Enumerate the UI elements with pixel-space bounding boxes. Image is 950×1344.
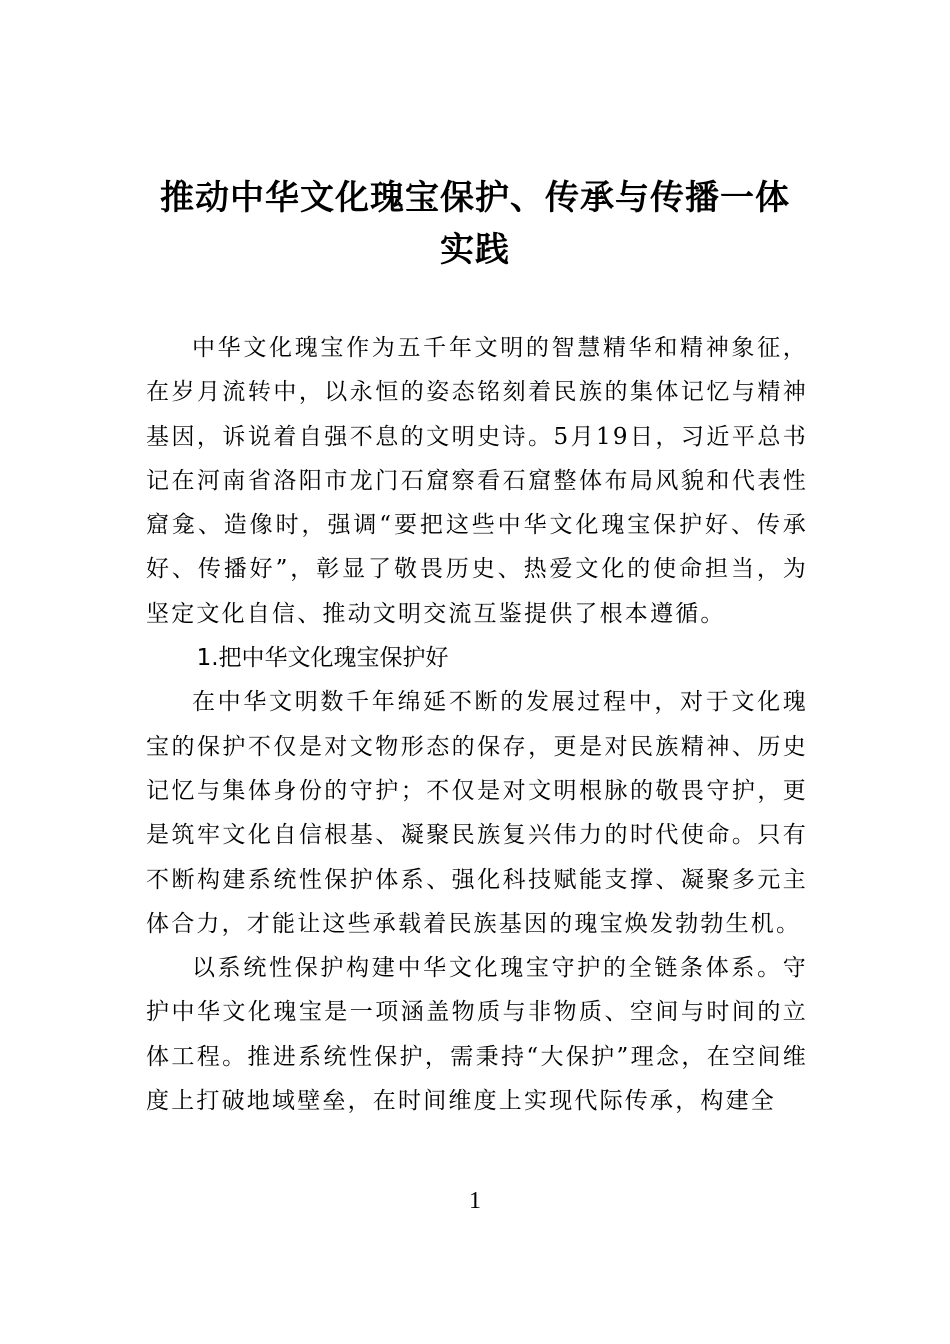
page-number: 1 — [469, 1188, 481, 1214]
title-line-1: 推动中华文化瑰宝保护、传承与传播一体 — [160, 178, 790, 218]
intro-paragraph: 中华文化瑰宝作为五千年文明的智慧精华和精神象征，在岁月流转中，以永恒的姿态铭刻着民族的集体记忆与精神基因，诉说着自强不息的文明史诗。5月19日，习近平总书记在河南省洛阳市龙门石窟察看石窟整体布局风貌和代表性窟龛、造像时，强调“要把这些中华文化瑰宝保护好、传承好、传播好”，彰显了敬畏历史、热爱文化的使命担当，为坚定文化自信、推动文明交流互鉴提供了根本遵循。 — [146, 335, 808, 627]
document-title — [140, 172, 810, 276]
document-body — [146, 326, 808, 1123]
section-heading: 1.把中华文化瑰宝保护好 — [196, 645, 449, 672]
body-paragraph: 在中华文明数千年绵延不断的发展过程中，对于文化瑰宝的保护不仅是对文物形态的保存，更是对民族精神、历史记忆与集体身份的守护；不仅是对文明根脉的敬畏守护，更是筑牢文化自信根基、凝聚民族复兴伟力的时代使命。只有不断构建系统性保护体系、强化科技赋能支撑、凝聚多元主体合力，才能让这些承载着民族基因的瑰宝焕发勃勃生机。 — [146, 689, 808, 937]
title-line-2: 实践 — [440, 230, 510, 270]
body-paragraph: 以系统性保护构建中华文化瑰宝守护的全链条体系。守护中华文化瑰宝是一项涵盖物质与非物质、空间与时间的立体工程。推进系统性保护，需秉持“大保护”理念，在空间维度上打破地域壁垒，在时间维度上实现代际传承，构建全 — [146, 955, 808, 1115]
